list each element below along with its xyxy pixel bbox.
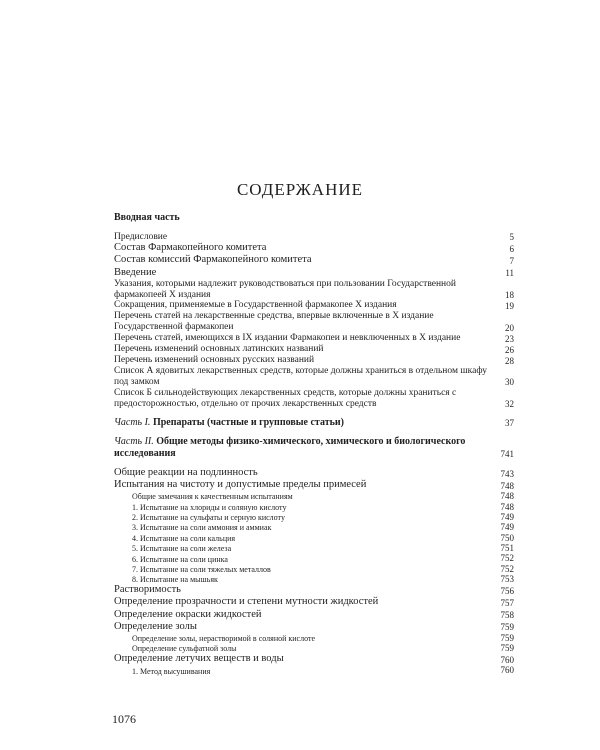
toc-page-number: 751: [500, 543, 514, 554]
toc-entry[interactable]: [114, 512, 514, 522]
toc-entry-title: 6. Испытание на соли цинка: [132, 554, 228, 564]
toc-entry-title: Введение: [114, 266, 157, 278]
toc-entry-title: 1. Испытание на хлориды и соляную кислоту: [132, 502, 287, 512]
toc-entry[interactable]: [114, 333, 514, 344]
toc-page-number: 32: [505, 399, 514, 410]
toc-entry[interactable]: [114, 621, 514, 633]
toc-entry-title: Испытания на чистоту и допустимые пределы примесей: [114, 479, 367, 491]
toc-entry-title: 3. Испытание на соли аммония и аммиак: [132, 523, 272, 533]
toc-entry[interactable]: [114, 584, 514, 596]
toc-entry-title: Определение сульфатной золы: [132, 644, 237, 654]
toc-page-number: 750: [500, 532, 514, 543]
toc-page-number: 749: [500, 511, 514, 522]
toc-page-number: 743: [500, 468, 514, 479]
toc-entry[interactable]: [114, 665, 514, 675]
toc-page-number: 759: [500, 642, 514, 653]
toc-entry-title: 2. Испытание на сульфаты и серную кислоту: [132, 513, 285, 523]
toc-entry[interactable]: [114, 479, 514, 491]
toc-entry-title: Определение золы: [114, 620, 197, 632]
toc-entry[interactable]: [114, 467, 514, 479]
toc-entry[interactable]: [114, 242, 514, 254]
toc-page-number: 19: [505, 301, 514, 312]
toc-entry[interactable]: [114, 609, 514, 621]
toc-entry-title: Общие замечания к качественным испытаниям: [132, 492, 293, 502]
toc-page-number: 37: [505, 417, 514, 428]
toc-entry[interactable]: [114, 574, 514, 584]
toc-entry-title: Вводная часть: [114, 212, 180, 223]
toc-page-number: 741: [500, 448, 514, 459]
toc-entry[interactable]: [114, 491, 514, 501]
toc-entry-title: Общие методы физико-химического, химического и биологического исследования: [114, 436, 466, 459]
toc-entry[interactable]: [114, 344, 514, 355]
toc-page-number: 752: [500, 553, 514, 564]
page-number: 1076: [112, 712, 136, 726]
toc-page-number: 20: [505, 322, 514, 333]
toc-entry-title: Список Б сильнодействующих лекарственных средств, которые должны храниться с предосторожностью, отдельно от прочих лекарственных средств: [114, 387, 457, 409]
toc-chapter-entry[interactable]: [114, 436, 514, 459]
toc-page-number: 752: [500, 563, 514, 574]
toc-page-number: 5: [509, 232, 514, 243]
toc-page-number: 748: [500, 480, 514, 491]
page-title: СОДЕРЖАНИЕ: [236, 180, 364, 199]
toc-page-number: 748: [500, 501, 514, 512]
toc-entry[interactable]: [114, 564, 514, 574]
toc-entry[interactable]: [114, 366, 514, 388]
toc-page-number: 756: [500, 586, 514, 597]
toc-entry-title: Предисловие: [114, 231, 168, 242]
toc-entry[interactable]: [114, 355, 514, 366]
toc-entry-title: Определение прозрачности и степени мутности жидкостей: [114, 596, 379, 608]
toc-entry-title: Растворимость: [114, 584, 181, 596]
toc-page-number: 23: [505, 333, 514, 344]
toc-entry[interactable]: [114, 522, 514, 532]
toc-page-number: 759: [500, 622, 514, 633]
toc-page-number: 757: [500, 598, 514, 609]
toc-entry[interactable]: [114, 311, 514, 333]
toc-entry[interactable]: [114, 232, 514, 243]
toc-page-number: 30: [505, 377, 514, 388]
toc-page-number: 758: [500, 610, 514, 621]
toc-entry-title: 4. Испытание на соли кальция: [132, 533, 236, 543]
toc-entry[interactable]: [114, 254, 514, 266]
toc-entry-title: Состав комиссий Фармакопейного комитета: [114, 254, 312, 266]
toc-entry[interactable]: [114, 553, 514, 563]
toc-page-number: 18: [505, 290, 514, 301]
toc-page-number: 11: [505, 268, 514, 279]
toc-page-number: 760: [500, 665, 514, 676]
toc-entry-title: Определение золы, нерастворимой в соляной кислоте: [132, 633, 316, 643]
toc-entry-title: Перечень статей на лекарственные средства, впервые включенные в X издание Государственной фармакопеи: [114, 311, 434, 333]
toc-page-number: 749: [500, 522, 514, 533]
toc-entry[interactable]: [114, 643, 514, 653]
toc-entry-title: 5. Испытание на соли железа: [132, 544, 232, 554]
toc-entry[interactable]: [114, 212, 514, 224]
toc-entry-title: Перечень изменений основных русских названий: [114, 355, 315, 366]
toc-entry[interactable]: [114, 596, 514, 608]
toc-page-number: 760: [500, 655, 514, 666]
toc-entry-title: Общие реакции на подлинность: [114, 467, 258, 479]
toc-entry-title: 8. Испытание на мышьяк: [132, 575, 218, 585]
toc-chapter-number: Часть II.: [114, 436, 154, 448]
toc-entry-title: Сокращения, применяемые в Государственной фармакопее X издания: [114, 300, 397, 311]
toc-entry-title: Указания, которыми надлежит руководствоваться при пользовании Государственной фармакопеей X издания: [114, 278, 456, 300]
toc-entry-title: 7. Испытание на соли тяжелых металлов: [132, 564, 271, 574]
toc-entry-title: Список А ядовитых лекарственных средств, которые должны храниться в отдельном шкафу под замком: [114, 365, 488, 387]
toc-chapter-number: Часть I.: [114, 416, 151, 428]
toc-entry[interactable]: [114, 267, 514, 279]
toc-page-number: 759: [500, 632, 514, 643]
toc-entry-title: Состав Фармакопейного комитета: [114, 242, 267, 254]
toc-entry[interactable]: [114, 279, 514, 301]
toc-entry-title: Определение летучих веществ и воды: [114, 653, 284, 665]
toc-entry[interactable]: [114, 633, 514, 643]
toc-entry-title: Препараты (частные и групповые статьи): [152, 416, 344, 428]
toc-entry[interactable]: [114, 533, 514, 543]
table-of-contents: [114, 212, 514, 676]
toc-entry-title: Определение окраски жидкостей: [114, 608, 262, 620]
toc-page-number: 6: [509, 244, 514, 255]
toc-entry-title: Перечень статей, имеющихся в IX издании Фармакопеи и невключенных в X издание: [114, 333, 461, 344]
toc-page-number: 748: [500, 491, 514, 502]
toc-page-number: 26: [505, 344, 514, 355]
toc-entry[interactable]: [114, 543, 514, 553]
toc-entry[interactable]: [114, 300, 514, 311]
toc-entry-title: Перечень изменений основных латинских названий: [114, 344, 324, 355]
toc-entry-title: 1. Метод высушивания: [132, 666, 211, 676]
toc-page-number: 7: [509, 256, 514, 267]
toc-entry[interactable]: [114, 502, 514, 512]
toc-chapter-entry[interactable]: [114, 417, 514, 429]
toc-page-number: 28: [505, 355, 514, 366]
toc-entry[interactable]: [114, 388, 514, 410]
toc-entry[interactable]: [114, 653, 514, 665]
toc-page-number: 753: [500, 574, 514, 585]
